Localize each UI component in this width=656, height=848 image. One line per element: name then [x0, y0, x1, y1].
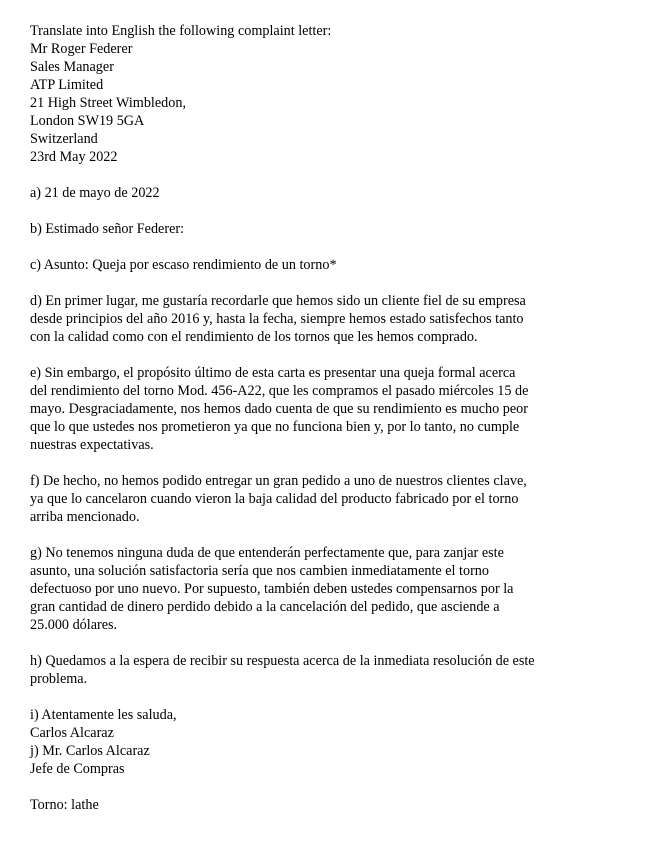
recipient-title: Sales Manager [30, 59, 114, 75]
spacer [30, 778, 630, 796]
paragraph-line: problema. [30, 671, 88, 687]
paragraph-line: que lo que ustedes nos prometieron ya que no funciona bien y, por lo tanto, no cumple [30, 419, 520, 435]
section-f-paragraph [30, 472, 630, 526]
paragraph-line: defectuoso por uno nuevo. Por supuesto, también deben ustedes compensarnos por la [30, 581, 514, 597]
paragraph-line: con la calidad como con el rendimiento de los tornos que les hemos comprado. [30, 329, 478, 345]
paragraph-line: e) Sin embargo, el propósito último de esta carta es presentar una queja formal acerca [30, 365, 516, 381]
paragraph-line: 25.000 dólares. [30, 617, 118, 633]
recipient-street: 21 High Street Wimbledon, [30, 95, 186, 111]
paragraph-line: g) No tenemos ninguna duda de que entenderán perfectamente que, para zanjar este [30, 545, 504, 561]
instruction-text: Translate into English the following complaint letter: [30, 23, 332, 39]
paragraph-line: del rendimiento del torno Mod. 456-A22, que les compramos el pasado miércoles 15 de [30, 383, 529, 399]
spacer [30, 238, 630, 256]
spacer [30, 166, 630, 184]
recipient-company: ATP Limited [30, 77, 104, 93]
paragraph-line: mayo. Desgraciadamente, nos hemos dado cuenta de que su rendimiento es mucho peor [30, 401, 528, 417]
paragraph-line: desde principios del año 2016 y, hasta la fecha, siempre hemos estado satisfechos tanto [30, 311, 524, 327]
spacer [30, 688, 630, 706]
spacer [30, 346, 630, 364]
section-j-signer: j) Mr. Carlos Alcaraz [30, 743, 150, 759]
closing-block [30, 706, 630, 778]
spacer [30, 526, 630, 544]
paragraph-line: h) Quedamos a la espera de recibir su respuesta acerca de la inmediata resolución de este [30, 653, 535, 669]
spacer [30, 634, 630, 652]
section-g-paragraph [30, 544, 630, 634]
section-h-paragraph [30, 652, 630, 688]
recipient-block [30, 40, 630, 166]
spacer [30, 274, 630, 292]
paragraph-line: f) De hecho, no hemos podido entregar un gran pedido a uno de nuestros clientes clave, [30, 473, 527, 489]
section-e-paragraph [30, 364, 630, 454]
recipient-city: London SW19 5GA [30, 113, 145, 129]
section-c-subject: c) Asunto: Queja por escaso rendimiento de un torno* [30, 257, 337, 273]
footnote: Torno: lathe [30, 797, 99, 813]
recipient-country: Switzerland [30, 131, 98, 147]
paragraph-line: arriba mencionado. [30, 509, 140, 525]
paragraph-line: asunto, una solución satisfactoria sería que nos cambien inmediatamente el torno [30, 563, 489, 579]
spacer [30, 202, 630, 220]
section-i-closing: i) Atentamente les saluda, [30, 707, 177, 723]
recipient-date: 23rd May 2022 [30, 149, 118, 165]
paragraph-line: d) En primer lugar, me gustaría recordarle que hemos sido un cliente fiel de su empresa [30, 293, 526, 309]
section-d-paragraph [30, 292, 630, 346]
section-b-salutation: b) Estimado señor Federer: [30, 221, 185, 237]
spacer [30, 454, 630, 472]
letter-document [30, 22, 630, 814]
signer-title: Jefe de Compras [30, 761, 125, 777]
signer-name: Carlos Alcaraz [30, 725, 114, 741]
paragraph-line: gran cantidad de dinero perdido debido a la cancelación del pedido, que asciende a [30, 599, 500, 615]
paragraph-line: ya que lo cancelaron cuando vieron la baja calidad del producto fabricado por el torno [30, 491, 519, 507]
section-a-date: a) 21 de mayo de 2022 [30, 185, 160, 201]
paragraph-line: nuestras expectativas. [30, 437, 154, 453]
recipient-name: Mr Roger Federer [30, 41, 133, 57]
